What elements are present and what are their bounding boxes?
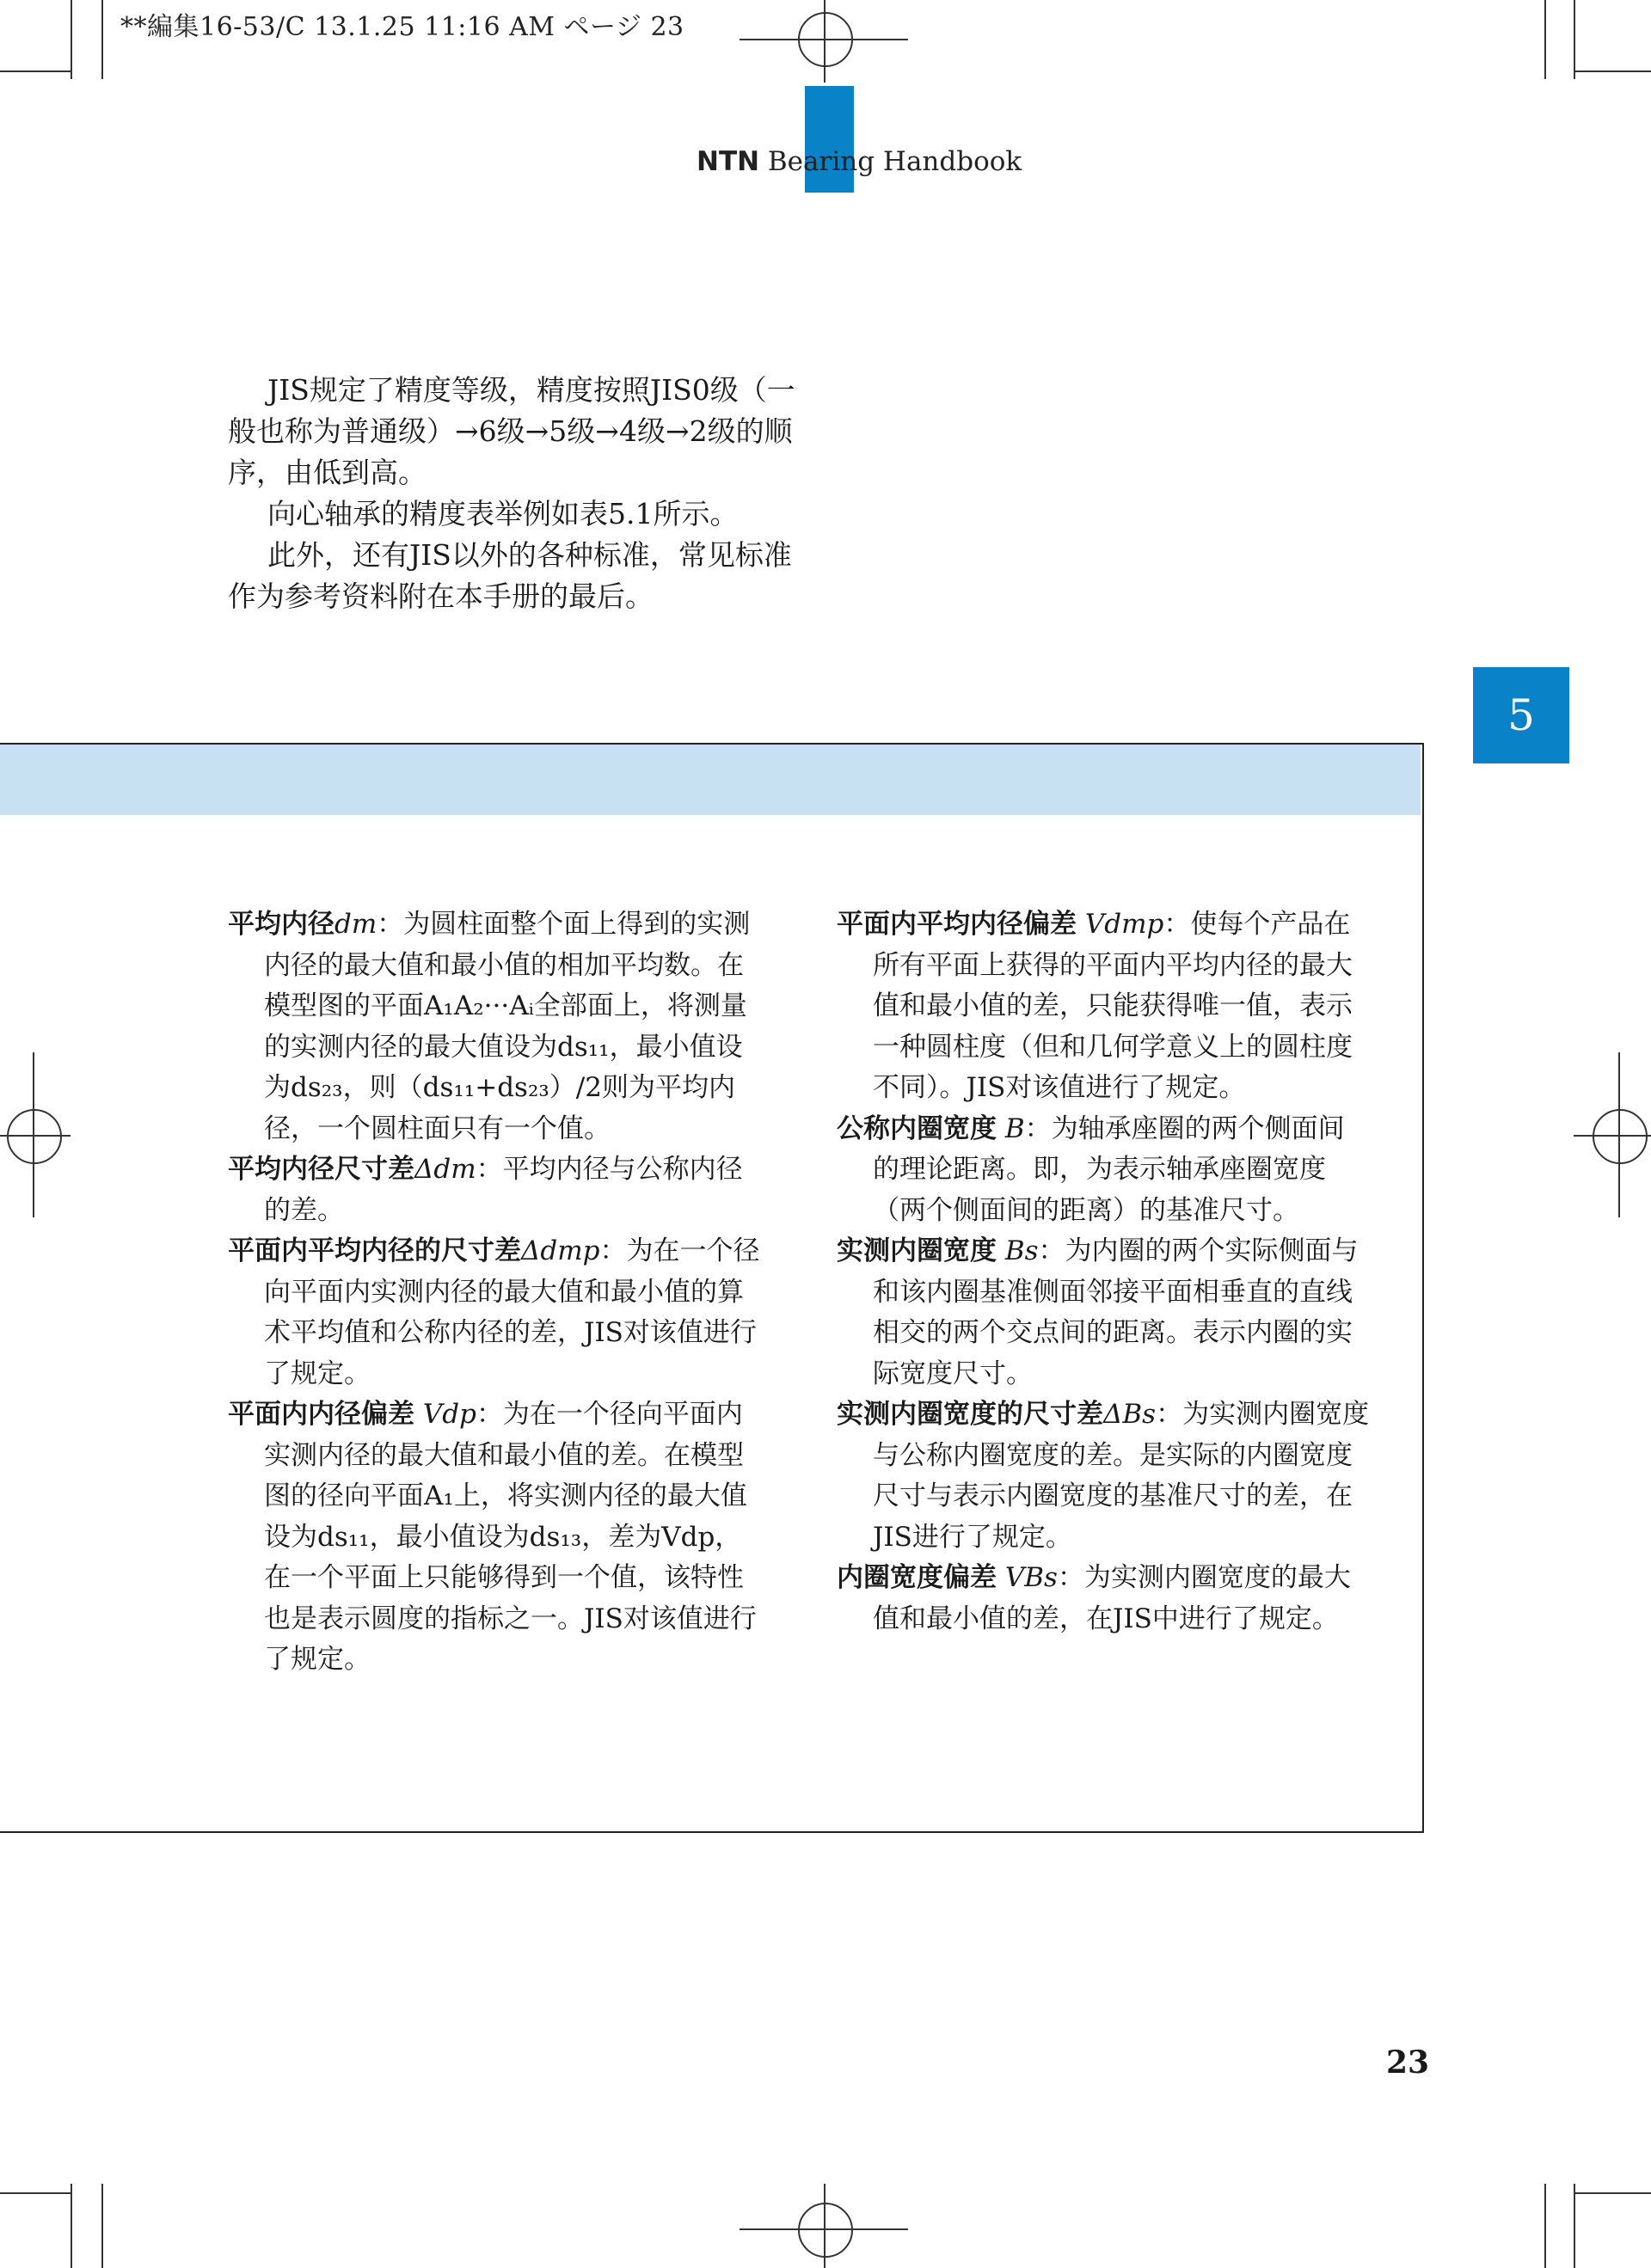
definition-symbol: Bs <box>997 1235 1039 1266</box>
definition-text: ：为圆柱面整个面上得到的实测内径的最大值和最小值的相加平均数。在模型图的平面A₁A₂···Aᵢ全部面上，将测量的实测内径的最大值设为ds₁₁，最小值设为ds₂₃，则（ds₁₁+ds₂₃）/2则为平均内径，一个圆柱面只有一个值。 <box>264 909 751 1144</box>
chapter-tab: 5 <box>1473 667 1569 763</box>
definition-entry <box>837 1231 1370 1395</box>
crop-mark <box>71 0 72 79</box>
definition-term: 平面内内径偏差 <box>228 1399 414 1430</box>
header-title: Bearing Handbook <box>759 146 1022 177</box>
definition-symbol: VBs <box>997 1562 1058 1593</box>
definition-term: 实测内圈宽度 <box>837 1235 997 1266</box>
crop-mark <box>1574 2192 1651 2194</box>
definition-text: ：为在一个径向平面内实测内径的最大值和最小值的差。在模型图的径向平面A₁上，将实测内径的最大值设为ds₁₁，最小值设为ds₁₃，差为Vdp，在一个平面上只能够得到一个值，该特性也是表示圆度的指标之一。JIS对该值进行了规定。 <box>264 1399 757 1675</box>
crop-mark <box>101 2184 103 2268</box>
definition-symbol: Δdmp <box>521 1235 600 1266</box>
crop-mark <box>1574 70 1651 72</box>
running-header <box>697 146 1022 177</box>
intro-text <box>228 370 804 617</box>
definition-symbol: Δdm <box>414 1154 476 1185</box>
definition-entry <box>228 904 761 1149</box>
header-brand: NTN <box>697 146 760 177</box>
definition-term: 平均内径尺寸差 <box>228 1154 414 1185</box>
definition-text: ：为轴承座圈的两个侧面间的理论距离。即，为表示轴承座圈宽度（两个侧面间的距离）的基准尺寸。 <box>873 1113 1345 1226</box>
intro-paragraph: 向心轴承的精度表举例如表5.1所示。 <box>267 497 739 530</box>
crop-mark <box>0 70 71 72</box>
definition-term: 内圈宽度偏差 <box>837 1562 997 1593</box>
definition-text: ：平均内径与公称内径的差。 <box>264 1154 743 1226</box>
definitions-column-right <box>837 904 1370 1640</box>
page-number: 23 <box>1386 2044 1430 2081</box>
definition-entry <box>837 904 1370 1109</box>
definition-symbol: Vdp <box>414 1399 476 1430</box>
definition-text: ：为实测内圈宽度与公称内圈宽度的差。是实际的内圈宽度尺寸与表示内圈宽度的基准尺寸的差，在JIS进行了规定。 <box>873 1399 1370 1553</box>
definition-symbol: Vdmp <box>1077 909 1164 940</box>
definition-symbol: B <box>997 1113 1025 1144</box>
definition-symbol: dm <box>334 909 377 940</box>
definition-term: 平均内径 <box>228 909 334 940</box>
crop-mark <box>1574 2184 1575 2268</box>
definition-text: ：为内圈的两个实际侧面与和该内圈基准侧面邻接平面相垂直的直线相交的两个交点间的距离。表示内圈的实际宽度尺寸。 <box>873 1235 1359 1389</box>
definition-entry <box>837 1109 1370 1232</box>
definition-entry <box>228 1231 761 1395</box>
definitions-header-band <box>0 745 1421 815</box>
definition-symbol: ΔBs <box>1103 1399 1157 1430</box>
print-slug: **編集16-53/C 13.1.25 11:16 AM ページ 23 <box>120 12 684 42</box>
crop-mark <box>0 2192 71 2194</box>
definition-text: ：使每个产品在所有平面上获得的平面内平均内径的最大值和最小值的差，只能获得唯一值，表示一种圆柱度（但和几何学意义上的圆柱度不同）。JIS对该值进行了规定。 <box>873 909 1353 1103</box>
definition-entry <box>228 1149 761 1231</box>
definition-text: ：为实测内圈宽度的最大值和最小值的差，在JIS中进行了规定。 <box>873 1562 1351 1634</box>
crop-mark <box>101 0 103 79</box>
intro-paragraph: 此外，还有JIS以外的各种标准，常见标准作为参考资料附在本手册的最后。 <box>228 538 792 613</box>
definition-entry <box>228 1395 761 1681</box>
crop-mark <box>1544 2184 1546 2268</box>
definitions-column-left <box>228 904 761 1681</box>
definition-term: 平面内平均内径偏差 <box>837 909 1077 940</box>
crop-mark <box>1544 0 1546 79</box>
definition-entry <box>837 1558 1370 1640</box>
definition-term: 实测内圈宽度的尺寸差 <box>837 1399 1103 1430</box>
definition-term: 平面内平均内径的尺寸差 <box>228 1235 521 1266</box>
definition-term: 公称内圈宽度 <box>837 1113 997 1144</box>
crop-mark <box>71 2184 72 2268</box>
intro-paragraph: JIS规定了精度等级，精度按照JIS0级（一般也称为普通级）→6级→5级→4级→2级的顺序，由低到高。 <box>228 373 795 489</box>
crop-mark <box>1574 0 1575 79</box>
definition-entry <box>837 1395 1370 1558</box>
definition-text: ：为在一个径向平面内实测内径的最大值和最小值的算术平均值和公称内径的差，JIS对该值进行了规定。 <box>264 1235 760 1389</box>
